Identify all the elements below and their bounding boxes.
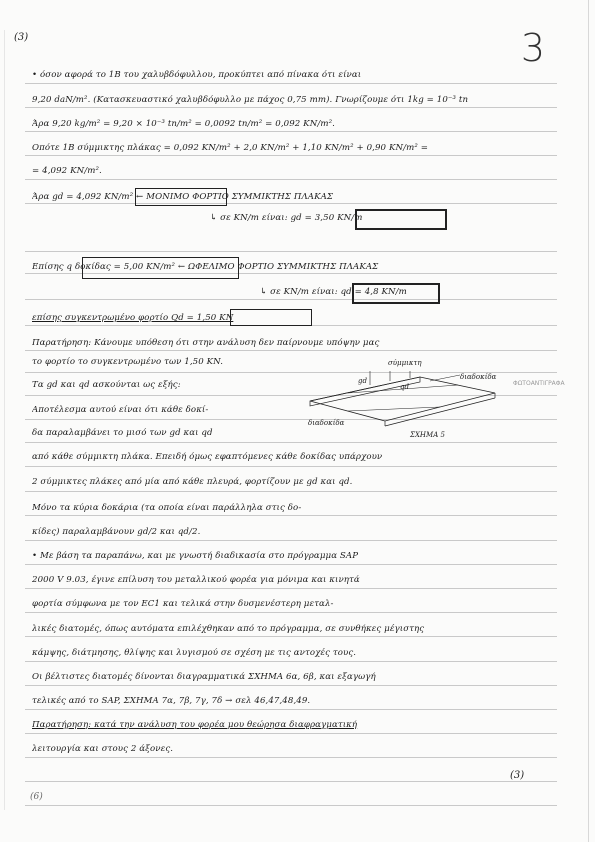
text-line: Τα gd και qd ασκούνται ως εξής: (32, 380, 181, 390)
ruled-line (25, 612, 557, 613)
ruled-line (25, 781, 557, 782)
ruled-line (25, 515, 557, 516)
text-line: Παρατήρηση: Κάνουμε υπόθεση ότι στην ανάλυση δεν παίρνουμε υπόψην μας (32, 338, 380, 348)
left-edge (4, 30, 5, 810)
ruled-line (25, 491, 557, 492)
ruled-line (25, 564, 557, 565)
slab-sketch (300, 359, 505, 443)
corner-page-number: (3) (14, 32, 29, 43)
text-line: Παρατήρηση: κατά την ανάλυση του φορέα μου θεώρησα διαφραγματική (32, 720, 358, 730)
text-line: το φορτίο το συγκεντρωμένο των 1,50 KN. (32, 357, 224, 367)
text-line: λειτουργία και στους 2 άξονες. (32, 744, 174, 754)
text-line: 9,20 daN/m². (Κατασκευαστικό χαλυβδόφυλλο με πάχος 0,75 mm). Γνωρίζουμε ότι 1kg = 10⁻³ tn (32, 95, 469, 105)
ruled-line (25, 179, 557, 180)
ruled-line (25, 83, 557, 84)
text-line: κάμψης, διάτμησης, θλίψης και λυγισμού σε σχέση με τις αντοχές τους. (32, 648, 357, 658)
text-line: 2 σύμμικτες πλάκες από μία από κάθε πλευρά, φορτίζουν με gd και qd. (32, 477, 353, 487)
text-line: κίδες) παραλαμβάνουν gd/2 και qd/2. (32, 527, 201, 537)
sketch-label-top: σύμμικτη (388, 359, 422, 367)
gd-box (135, 188, 227, 206)
ruled-line (25, 636, 557, 637)
text-line: Οπότε 1Β σύμμικτης πλάκας = 0,092 KN/m² + 2,0 KN/m² + 1,10 KN/m² + 0,90 KN/m² = (32, 143, 429, 153)
sketch-figure-label: ΣΧΗΜΑ 5 (410, 431, 445, 439)
text-line dead-load-line: Άρα gd = 4,092 KN/m² ← ΜΟΝΙΜΟ ΦΟΡΤΙΟ ΣΥΜΜΙΚΤΗΣ ΠΛΑΚΑΣ (32, 192, 334, 202)
right-edge (588, 0, 589, 842)
text-line live-load-line: Επίσης q δοκίδας = 5,00 KN/m² ← ΩΦΕΛΙΜΟ ΦΟΡΤΙΟ ΣΥΜΜΙΚΤΗΣ ΠΛΑΚΑΣ (32, 262, 379, 272)
text-line: ↳ σε KN/m είναι: gd = 3,50 KN/m (210, 213, 363, 223)
text-line: δα παραλαμβάνει το μισό των gd και qd (32, 428, 213, 438)
text-line: Μόνο τα κύρια δοκάρια (τα οποία είναι παράλληλα στις δο- (32, 503, 302, 513)
ruled-line (25, 466, 557, 467)
text-line: Άρα 9,20 kg/m² = 9,20 × 10⁻³ tn/m² = 0,0092 tn/m² = 0,092 KN/m². (32, 119, 335, 129)
sketch-qd-label: qd (400, 383, 409, 391)
ruled-line (25, 805, 557, 806)
text-line: Αποτέλεσμα αυτού είναι ότι κάθε δοκί- (32, 405, 209, 415)
sketch-label-right: διαδοκίδα (460, 373, 497, 381)
ruled-line (25, 131, 557, 132)
gd-kn-m-box (355, 209, 447, 230)
ruled-line (25, 540, 557, 541)
ruled-line (25, 685, 557, 686)
ruled-line (25, 107, 557, 108)
text-line: • Με βάση τα παραπάνω, και με γνωστή διαδικασία στο πρόγραμμα SAP (32, 551, 359, 561)
ruled-line (25, 155, 557, 156)
text-line: 2000 V 9.03, έγινε επίλυση του μεταλλικού φορέα για μόνιμα και κινητά (32, 575, 360, 585)
text-line: λικές διατομές, όπως αυτόματα επιλέχθηκαν από το πρόγραμμα, σε συνθήκες μέγιστης (32, 624, 425, 634)
sketch-gd-label: gd (358, 377, 367, 385)
ruled-line (25, 350, 557, 351)
text-line: Οι βέλτιστες διατομές δίνονται διαγραμματικά ΣΧΗΜΑ 6α, 6β, και εξαγωγή (32, 672, 376, 682)
ruled-line (25, 299, 557, 300)
footer-mark: (6) (30, 792, 43, 802)
ruled-line (25, 733, 557, 734)
page-number: 3 (520, 26, 545, 70)
ruled-line (25, 588, 557, 589)
text-line: τελικές από το SAP, ΣΧΗΜΑ 7α, 7β, 7γ, 7δ → σελ 46,47,48,49. (32, 696, 311, 706)
ruled-line (25, 251, 557, 252)
sketch-label-left: διαδοκίδα (308, 419, 345, 427)
ruled-line (25, 757, 557, 758)
q-box (82, 257, 239, 279)
text-line: φορτία σύμφωνα με τον ΕC1 και τελικά στην δυσμενέστερη μεταλ- (32, 599, 334, 609)
text-line: επίσης συγκεντρωμένο φορτίο Qd = 1,50 KN (32, 313, 234, 323)
ruled-line (25, 661, 557, 662)
text-line: από κάθε σύμμικτη πλάκα. Επειδή όμως εφαπτόμενες κάθε δοκίδας υπάρχουν (32, 452, 383, 462)
Qd-box (230, 309, 312, 326)
text-line: • όσον αφορά το 1Β του χαλυβδόφυλλου, προκύπτει από πίνακα ότι είναι (32, 70, 362, 80)
ruled-line (25, 203, 557, 204)
text-line: ↳ σε KN/m είναι: qd = 4,8 KN/m (260, 287, 407, 297)
bottom-page-number: (3) (510, 770, 525, 781)
qd-kn-m-box (352, 283, 440, 304)
copy-shop-stamp: ΦΩΤΟΑΝΤΙΓΡΑΦΑ (513, 380, 565, 387)
ruled-line (25, 709, 557, 710)
text-line: = 4,092 KN/m². (32, 166, 102, 176)
